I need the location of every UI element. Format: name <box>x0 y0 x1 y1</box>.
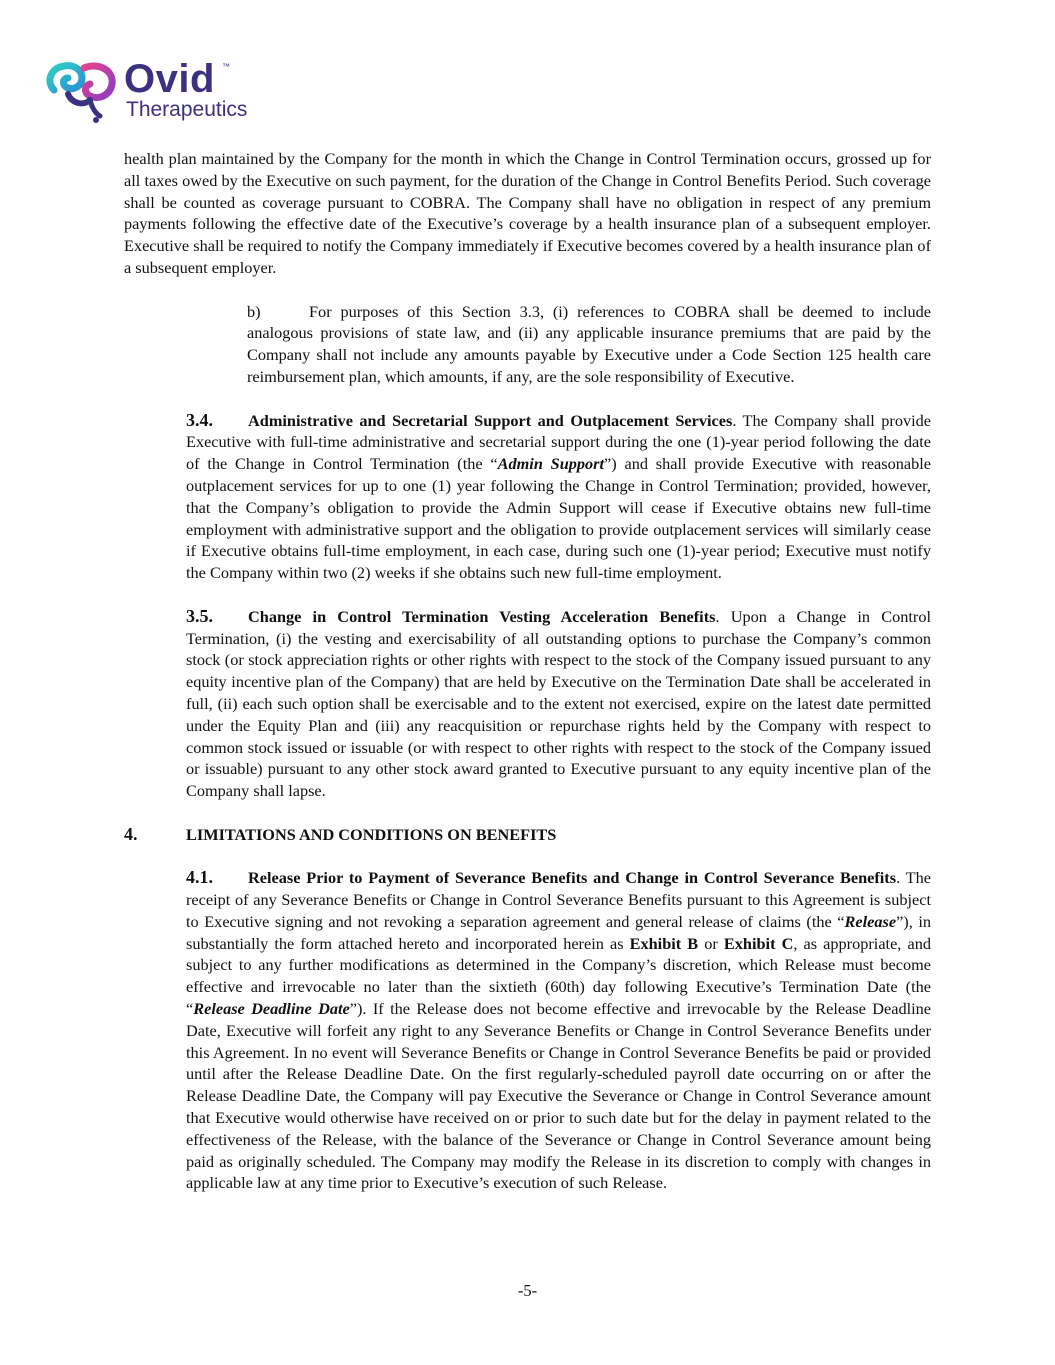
defined-term: Release Deadline Date <box>193 999 350 1019</box>
section-heading: Change in Control Termination Vesting Acceleration Benefits <box>248 606 716 626</box>
logo-trademark: ™ <box>222 62 230 71</box>
section-3-4 <box>124 410 931 584</box>
section-text: ”). If the Release does not become effective and irrevocable by the Release Deadline Date, Executive will forfeit any right to any Severance Benefits or Change in Control Severance Benefits under this Agreement. In no event will Severance Benefits or Change in Control Severance Benefits be paid or provided until after the Release Deadline Date. On the first regularly-scheduled payroll date occurring on or after the Release Deadline Date, the Company will pay Executive the Severance or Change in Control Severance amount that Executive would otherwise have received on or prior to such date but for the delay in payment related to the effectiveness of the Release, with the balance of the Severance or Change in Control Severance amount being paid as originally scheduled. The Company may modify the Release in its discretion to comply with changes in applicable law at any time prior to Executive’s execution of such Release. <box>186 999 931 1193</box>
section-number: 3.5. <box>186 605 213 626</box>
section-text: ”), in substantially the form attached hereto and incorporated herein as <box>186 911 932 953</box>
page-number: -5- <box>517 1281 538 1300</box>
defined-term: Admin Support <box>497 454 605 474</box>
document-body <box>124 148 931 1194</box>
exhibit-reference: Exhibit B <box>629 933 699 953</box>
section-3-5 <box>124 606 931 802</box>
section-text: . Upon a Change in Control Termination, (i) the vesting and exercisability of all outstanding options to purchase the Company’s common stock (or stock appreciation rights or other rights with respect to the stock of the Company issued pursuant to any equity incentive plan of the Company) that are held by Executive on the Termination Date shall be accelerated in full, (ii) each such option shall be exercisable and to the extent not exercised, expire on the latest date permitted under the Equity Plan and (iii) any reacquisition or repurchase rights held by the Company with respect to common stock issued or issuable (or with respect to other rights with respect to the stock of the Company issued or issuable) pursuant to any other stock award granted to Executive pursuant to any equity incentive plan of the Company shall lapse. <box>186 606 931 801</box>
paragraph-b-text: For purposes of this Section 3.3, (i) references to COBRA shall be deemed to include analogous provisions of state law, and (ii) any applicable insurance premiums that are paid by the Company shall not include any amounts payable by Executive under a Code Section 125 health care reimbursement plan, which amounts, if any, are the sole responsibility of Executive. <box>247 301 931 386</box>
section-heading: Release Prior to Payment of Severance Benefits and Change in Control Severance Benefits <box>248 868 897 888</box>
exhibit-reference: Exhibit C <box>723 933 794 953</box>
section-text: , as appropriate, and subject to any further modifications as determined in the Company’s discretion, which Release must become effective and irrevocable no later than the sixtieth (60th) day following Executive’s Termination Date (the “ <box>186 933 931 1019</box>
company-logo <box>44 58 264 128</box>
section-text: ”) and shall provide Executive with reasonable outplacement services for up to one (1) year following the Change in Control Termination; provided, however, that the Company’s obligation to provide the Admin Support will cease if Executive obtains new full-time employment with administrative support and the obligation to provide outplacement services will similarly cease if Executive obtains full-time employment, in each case, during such one (1)-year period; Executive must notify the Company within two (2) weeks if she obtains such new full-time employment. <box>186 454 931 583</box>
defined-term: Release <box>844 911 897 931</box>
section-heading: LIMITATIONS AND CONDITIONS ON BENEFITS <box>186 824 557 844</box>
logo-wordmark: Ovid <box>124 57 215 101</box>
section-text: or <box>698 933 724 953</box>
section-number: 4.1. <box>186 867 213 888</box>
section-4-heading <box>124 824 931 846</box>
ovid-brain-logo-icon <box>44 60 120 124</box>
list-label-b: b) <box>247 301 261 321</box>
paragraph-health-plan: health plan maintained by the Company for the month in which the Change in Control Termination occurs, grossed up for all taxes owed by the Executive on such payment, for the duration of the Change in Control Benefits Period. Such coverage shall be counted as coverage pursuant to COBRA. The Company shall have no obligation in respect of any premium payments following the effective date of the Executive’s coverage by a health insurance plan of a subsequent employer. Executive shall be required to notify the Company immediately if Executive becomes covered by a health insurance plan of a subsequent employer. <box>124 149 931 277</box>
section-heading: Administrative and Secretarial Support and Outplacement Services <box>248 410 733 430</box>
paragraph-b <box>124 301 931 388</box>
section-number: 4. <box>124 823 138 844</box>
logo-subtitle: Therapeutics <box>126 98 248 121</box>
section-4-1 <box>124 867 931 1194</box>
section-number: 3.4. <box>186 409 213 430</box>
section-text: . The receipt of any Severance Benefits or Change in Control Severance Benefits pursuant to this Agreement is subject to Executive signing and not revoking a separation agreement and general release of claims (the “ <box>186 868 931 931</box>
section-text: . The Company shall provide Executive with full-time administrative and secretarial support during the one (1)-year period following the date of the Change in Control Termination (the “ <box>186 410 931 474</box>
